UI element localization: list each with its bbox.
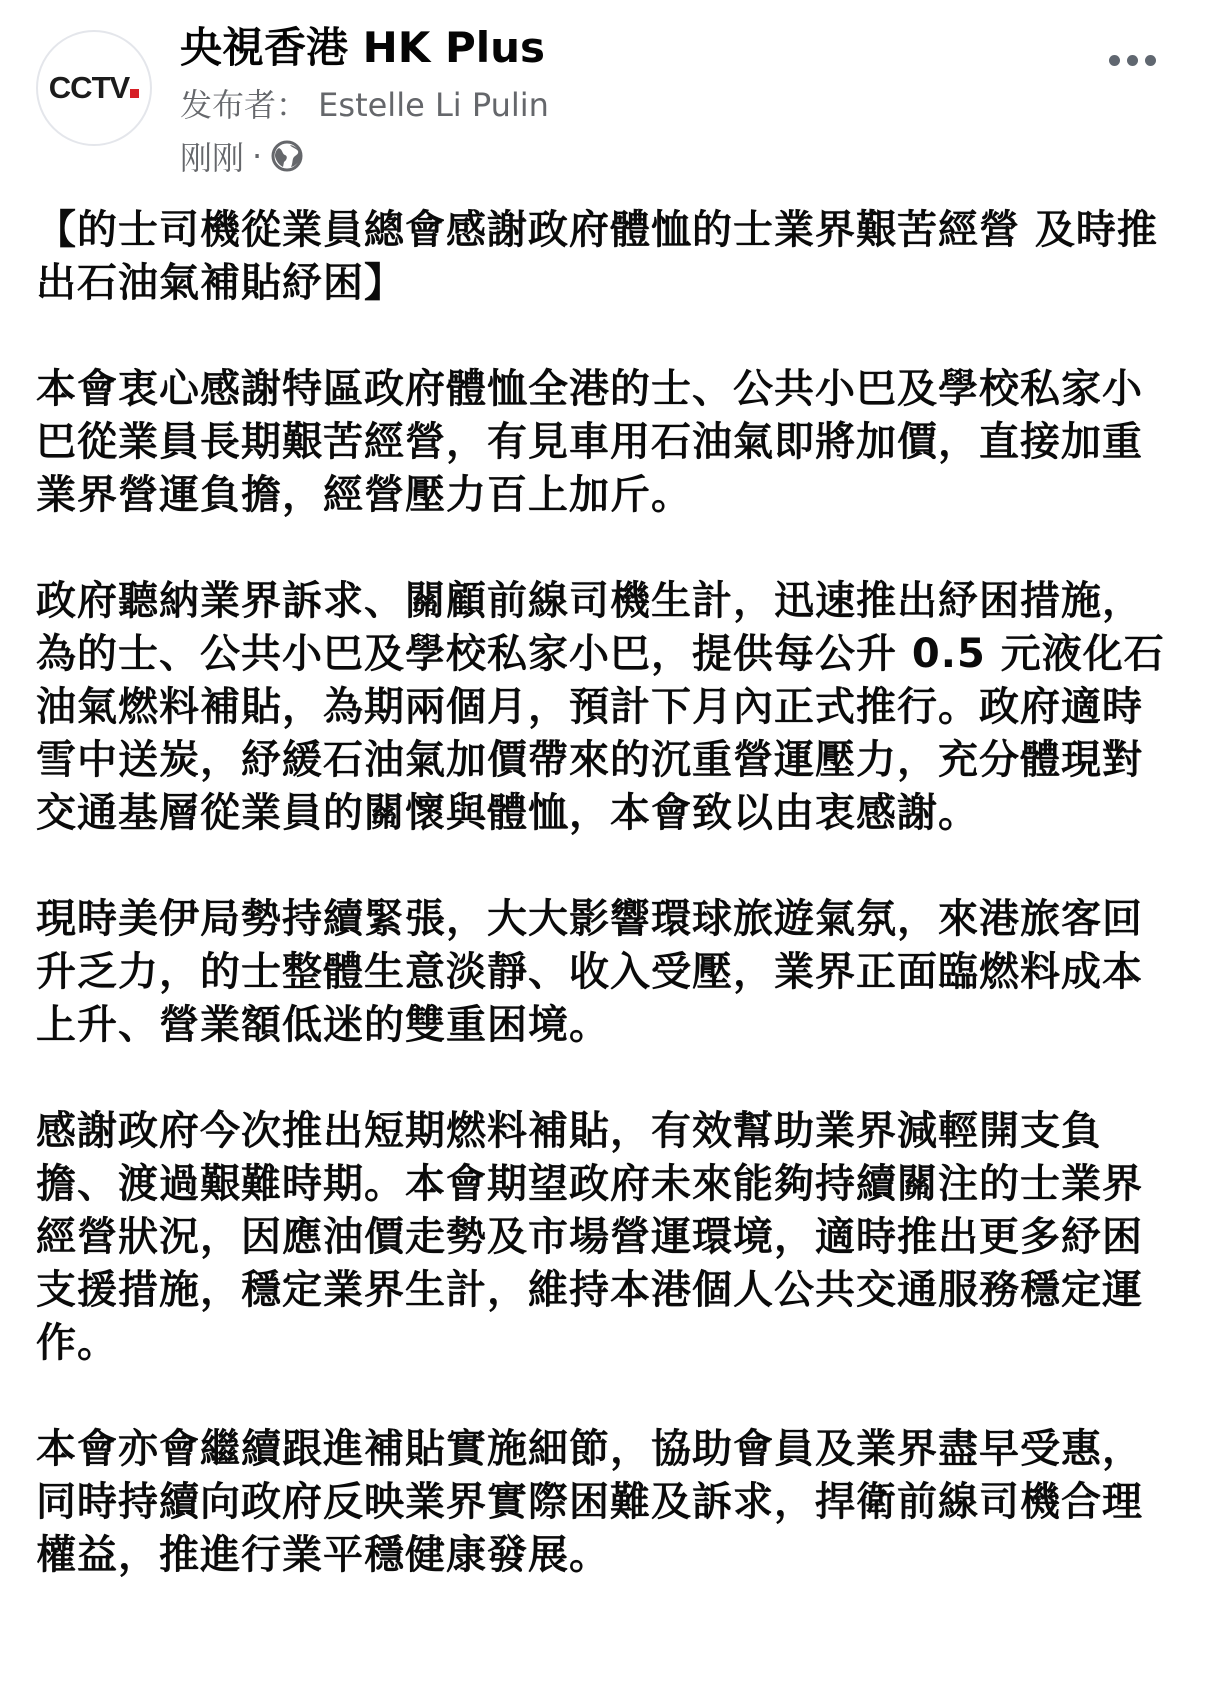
- page-name-link[interactable]: 央視香港 HK Plus: [180, 23, 546, 72]
- post-paragraph: 感謝政府今次推出短期燃料補貼，有效幫助業界減輕開支負擔、渡過艱難時期。本會期望政府未來能夠持續關注的士業界經營狀況，因應油價走勢及市場營運環境，適時推出更多紓困支援措施，穩定業界生計，維持本港個人公共交通服務穩定運作。: [36, 1108, 1143, 1366]
- cctv-logo: CCTV: [49, 70, 139, 106]
- meta-separator: ·: [252, 137, 263, 175]
- post-paragraph: 現時美伊局勢持續緊張，大大影響環球旅遊氣氛，來港旅客回升乏力，的士整體生意淡靜、收入受壓，業界正面臨燃料成本上升、營業額低迷的雙重困境。: [36, 896, 1143, 1048]
- post-paragraph: 本會衷心感謝特區政府體恤全港的士、公共小巴及學校私家小巴從業員長期艱苦經營，有見車用石油氣即將加價，直接加重業界營運負擔，經營壓力百上加斤。: [36, 366, 1143, 518]
- more-dot-icon: [1127, 55, 1138, 66]
- post-timestamp[interactable]: 刚刚: [180, 139, 245, 177]
- logo-red-dot: [130, 89, 139, 98]
- post-meta: [180, 136, 304, 176]
- post-paragraph: 本會亦會繼續跟進補貼實施細節，協助會員及業界盡早受惠，同時持續向政府反映業界實際困難及訴求，捍衛前線司機合理權益，推進行業平穩健康發展。: [36, 1426, 1143, 1578]
- more-options-button[interactable]: [1092, 40, 1172, 80]
- more-dot-icon: [1145, 55, 1156, 66]
- post-header: [0, 0, 1206, 190]
- more-dot-icon: [1109, 55, 1120, 66]
- globe-icon[interactable]: [270, 139, 304, 173]
- post-body: [36, 204, 1176, 1635]
- post-headline: 【的士司機從業員總會感謝政府體恤的士業界艱苦經營 及時推出石油氣補貼紓困】: [36, 207, 1158, 306]
- post-paragraph: 政府聽納業界訴求、關顧前線司機生計，迅速推出紓困措施，為的士、公共小巴及學校私家小巴，提供每公升 0.5 元液化石油氣燃料補貼，為期兩個月，預計下月內正式推行。政府適時雪中送炭，紓緩石油氣加價帶來的沉重營運壓力，充分體現對交通基層從業員的關懷與體恤，本會致以由衷感謝。: [36, 578, 1165, 836]
- page-avatar[interactable]: [36, 30, 152, 146]
- publisher-label: 发布者： Estelle Li Pulin: [180, 86, 549, 124]
